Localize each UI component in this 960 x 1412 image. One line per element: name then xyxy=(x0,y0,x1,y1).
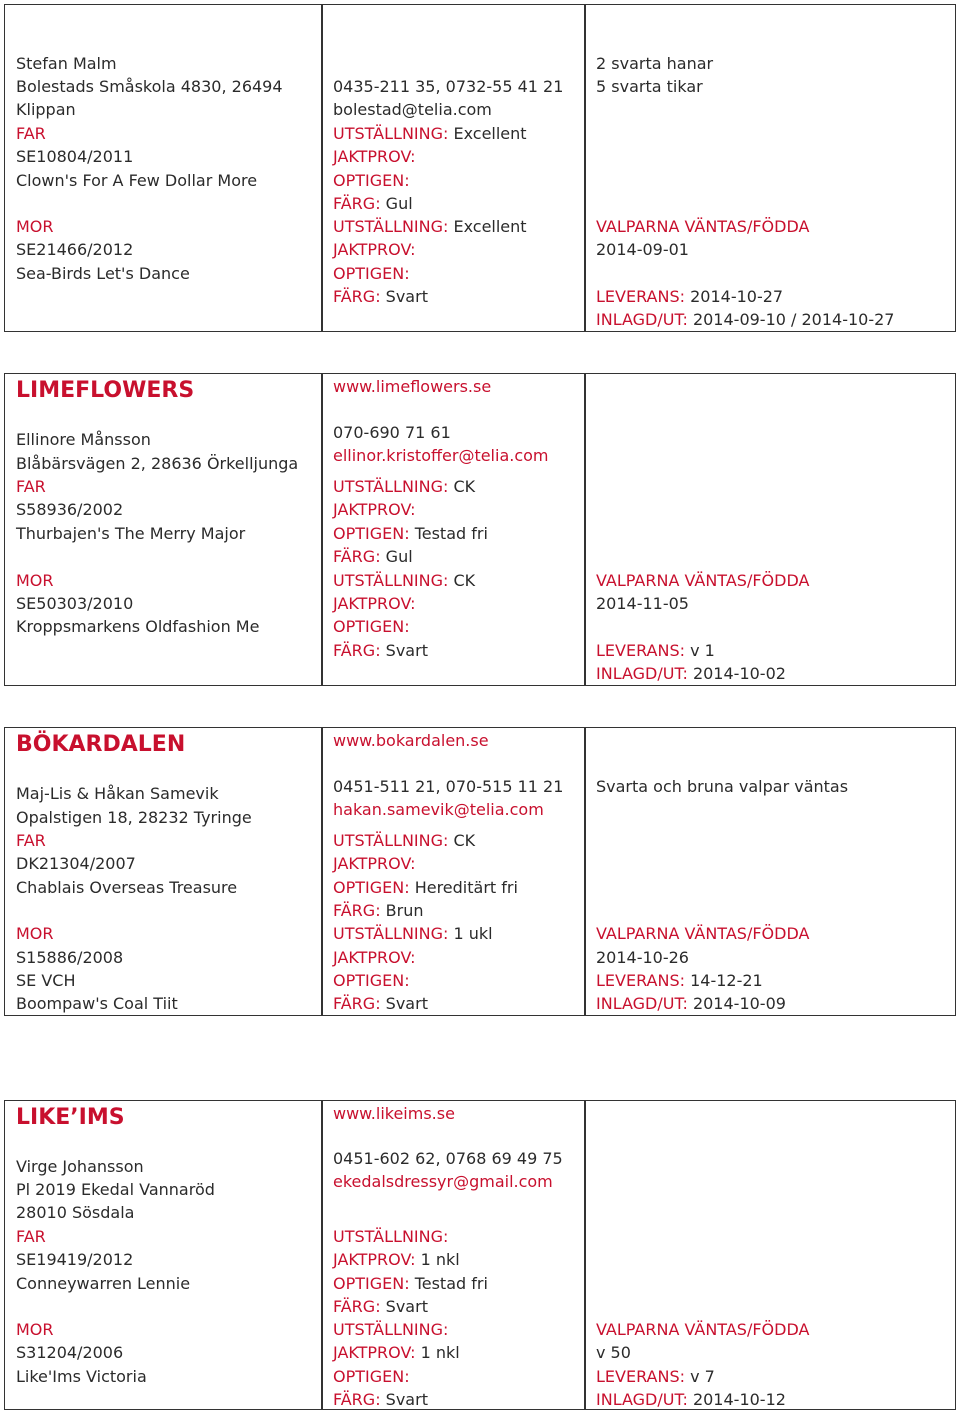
owner-address: Bolestads Småskola 4830, 26494 xyxy=(16,77,283,96)
dam-hunt-test: JAKTPROV: xyxy=(333,240,416,259)
sire-optigen: OPTIGEN: Hereditärt fri xyxy=(333,878,518,897)
sire-label: FAR xyxy=(16,831,46,850)
sire-name: Clown's For A Few Dollar More xyxy=(16,171,258,190)
email: bolestad@telia.com xyxy=(333,100,492,119)
kennel-title: LIKE’IMS xyxy=(16,1105,125,1130)
kennel-title: LIMEFLOWERS xyxy=(16,378,195,403)
email[interactable]: ekedalsdressyr@gmail.com xyxy=(333,1172,553,1191)
email[interactable]: ellinor.kristoffer@telia.com xyxy=(333,446,549,465)
sire-optigen: OPTIGEN: xyxy=(333,171,410,190)
dam-color: FÄRG: Svart xyxy=(333,641,428,660)
owner-address: Pl 2019 Ekedal Vannaröd xyxy=(16,1180,215,1199)
litter-card xyxy=(4,727,956,1016)
dam-show-result: UTSTÄLLNING: xyxy=(333,1320,449,1339)
dam-optigen: OPTIGEN: xyxy=(333,264,410,283)
dam-reg: S15886/2008 xyxy=(16,948,124,967)
sire-color: FÄRG: Gul xyxy=(333,547,413,566)
dam-color: FÄRG: Svart xyxy=(333,1390,428,1409)
dam-name: Sea-Birds Let's Dance xyxy=(16,264,190,283)
column-divider xyxy=(584,1101,586,1409)
puppies-date: 2014-10-26 xyxy=(596,948,689,967)
owner-name: Maj-Lis & Håkan Samevik xyxy=(16,784,219,803)
litter-note: 5 svarta tikar xyxy=(596,77,703,96)
dam-label: MOR xyxy=(16,924,54,943)
dam-color: FÄRG: Svart xyxy=(333,994,428,1013)
dam-label: MOR xyxy=(16,1320,54,1339)
owner-name: Ellinore Månsson xyxy=(16,430,151,449)
sire-color: FÄRG: Brun xyxy=(333,901,424,920)
column-divider xyxy=(321,5,323,331)
phone: 0451-511 21, 070-515 11 21 xyxy=(333,777,564,796)
owner-name: Virge Johansson xyxy=(16,1157,144,1176)
dam-color: FÄRG: Svart xyxy=(333,287,428,306)
website-link[interactable]: www.likeims.se xyxy=(333,1104,455,1123)
sire-show-result: UTSTÄLLNING: Excellent xyxy=(333,124,527,143)
dam-hunt-test: JAKTPROV: xyxy=(333,948,416,967)
sire-hunt-test: JAKTPROV: xyxy=(333,500,416,519)
column-divider xyxy=(321,374,323,685)
sire-color: FÄRG: Gul xyxy=(333,194,413,213)
sire-label: FAR xyxy=(16,477,46,496)
sire-name: Conneywarren Lennie xyxy=(16,1274,191,1293)
sire-show-result: UTSTÄLLNING: CK xyxy=(333,831,476,850)
column-divider xyxy=(584,374,586,685)
puppies-expected-label: VALPARNA VÄNTAS/FÖDDA xyxy=(596,924,810,943)
litter-note: Svarta och bruna valpar väntas xyxy=(596,777,849,796)
puppies-expected-label: VALPARNA VÄNTAS/FÖDDA xyxy=(596,1320,810,1339)
owner-address: Opalstigen 18, 28232 Tyringe xyxy=(16,808,252,827)
delivery: LEVERANS: 14-12-21 xyxy=(596,971,763,990)
litter-card xyxy=(4,373,956,686)
dam-optigen: OPTIGEN: xyxy=(333,1367,410,1386)
kennel-title: BÖKARDALEN xyxy=(16,732,186,757)
dam-reg: S31204/2006 xyxy=(16,1343,124,1362)
sire-show-result: UTSTÄLLNING: xyxy=(333,1227,449,1246)
puppies-expected-label: VALPARNA VÄNTAS/FÖDDA xyxy=(596,217,810,236)
sire-label: FAR xyxy=(16,1227,46,1246)
phone: 070-690 71 61 xyxy=(333,423,451,442)
dam-name: Kroppsmarkens Oldfashion Me xyxy=(16,617,260,636)
dam-show-result: UTSTÄLLNING: CK xyxy=(333,571,476,590)
sire-hunt-test: JAKTPROV: xyxy=(333,854,416,873)
sire-name: Chablais Overseas Treasure xyxy=(16,878,238,897)
sire-hunt-test: JAKTPROV: 1 nkl xyxy=(333,1250,460,1269)
litter-card xyxy=(4,4,956,332)
puppies-date: 2014-11-05 xyxy=(596,594,689,613)
sire-reg: SE19419/2012 xyxy=(16,1250,134,1269)
sire-optigen: OPTIGEN: Testad fri xyxy=(333,524,488,543)
dam-hunt-test: JAKTPROV: 1 nkl xyxy=(333,1343,460,1362)
dam-show-result: UTSTÄLLNING: 1 ukl xyxy=(333,924,493,943)
sire-label: FAR xyxy=(16,124,46,143)
owner-name: Stefan Malm xyxy=(16,54,117,73)
posted-date: INLAGD/UT: 2014-10-02 xyxy=(596,664,786,683)
column-divider xyxy=(321,728,323,1015)
dam-reg: SE21466/2012 xyxy=(16,240,134,259)
sire-reg: DK21304/2007 xyxy=(16,854,136,873)
delivery: LEVERANS: v 7 xyxy=(596,1367,715,1386)
delivery: LEVERANS: v 1 xyxy=(596,641,715,660)
litter-card xyxy=(4,1100,956,1410)
sire-reg: S58936/2002 xyxy=(16,500,124,519)
dam-show-result: UTSTÄLLNING: Excellent xyxy=(333,217,527,236)
posted-date: INLAGD/UT: 2014-10-09 xyxy=(596,994,786,1013)
website-link[interactable]: www.bokardalen.se xyxy=(333,731,489,750)
delivery: LEVERANS: 2014-10-27 xyxy=(596,287,784,306)
dam-reg: SE50303/2010 xyxy=(16,594,134,613)
posted-date: INLAGD/UT: 2014-09-10 / 2014-10-27 xyxy=(596,310,895,329)
phone: 0435-211 35, 0732-55 41 21 xyxy=(333,77,564,96)
puppies-date: 2014-09-01 xyxy=(596,240,689,259)
column-divider xyxy=(584,728,586,1015)
dam-title: SE VCH xyxy=(16,971,76,990)
sire-hunt-test: JAKTPROV: xyxy=(333,147,416,166)
column-divider xyxy=(321,1101,323,1409)
dam-label: MOR xyxy=(16,571,54,590)
owner-city: 28010 Sösdala xyxy=(16,1203,135,1222)
dam-label: MOR xyxy=(16,217,54,236)
dam-optigen: OPTIGEN: xyxy=(333,617,410,636)
puppies-expected-label: VALPARNA VÄNTAS/FÖDDA xyxy=(596,571,810,590)
email[interactable]: hakan.samevik@telia.com xyxy=(333,800,544,819)
sire-optigen: OPTIGEN: Testad fri xyxy=(333,1274,488,1293)
sire-reg: SE10804/2011 xyxy=(16,147,134,166)
sire-color: FÄRG: Svart xyxy=(333,1297,428,1316)
dam-name: Like'Ims Victoria xyxy=(16,1367,147,1386)
puppies-date: v 50 xyxy=(596,1343,631,1362)
owner-city: Klippan xyxy=(16,100,76,119)
posted-date: INLAGD/UT: 2014-10-12 xyxy=(596,1390,786,1409)
dam-name: Boompaw's Coal Tiit xyxy=(16,994,178,1013)
column-divider xyxy=(584,5,586,331)
sire-name: Thurbajen's The Merry Major xyxy=(16,524,246,543)
litter-note: 2 svarta hanar xyxy=(596,54,714,73)
phone: 0451-602 62, 0768 69 49 75 xyxy=(333,1149,563,1168)
dam-hunt-test: JAKTPROV: xyxy=(333,594,416,613)
dam-optigen: OPTIGEN: xyxy=(333,971,410,990)
website-link[interactable]: www.limeflowers.se xyxy=(333,377,492,396)
sire-show-result: UTSTÄLLNING: CK xyxy=(333,477,476,496)
owner-address: Blåbärsvägen 2, 28636 Örkelljunga xyxy=(16,454,299,473)
